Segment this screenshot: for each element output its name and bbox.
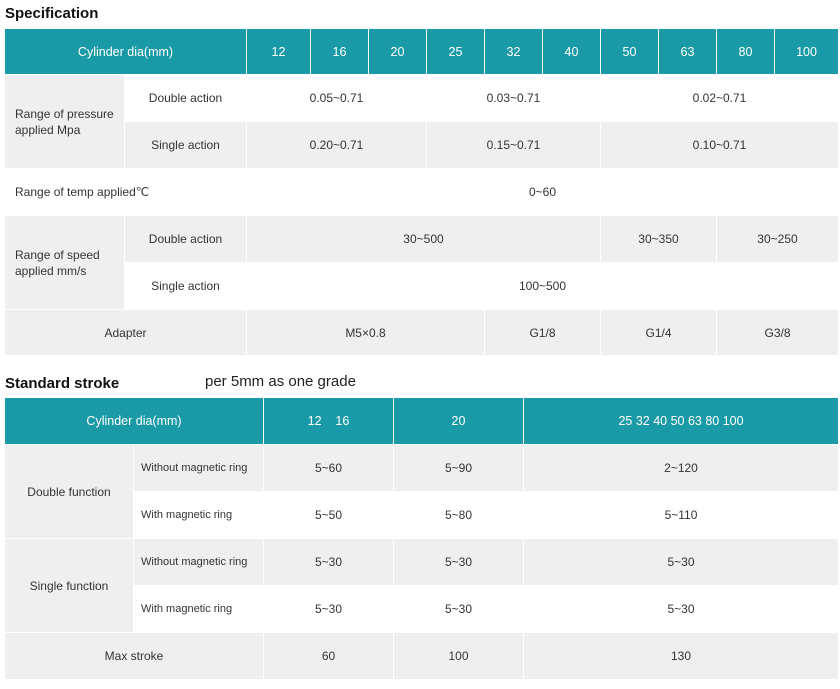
double-without-row — [5, 445, 839, 492]
double-without-v1: 5~60 — [264, 445, 394, 492]
temp-row — [5, 169, 839, 216]
pressure-double-label: Double action — [125, 75, 247, 122]
adapter-row — [5, 310, 839, 356]
max-stroke-v2: 100 — [394, 633, 524, 680]
spec-size-63: 63 — [659, 29, 717, 75]
stroke-header-c1: 12 16 — [264, 398, 394, 445]
stroke-table — [4, 397, 839, 680]
pressure-double-row — [5, 75, 839, 122]
pressure-single-v3: 0.10~0.71 — [601, 122, 839, 169]
temp-label: Range of temp applied℃ — [5, 169, 247, 216]
spec-size-80: 80 — [717, 29, 775, 75]
spec-size-25: 25 — [427, 29, 485, 75]
temp-value: 0~60 — [247, 169, 839, 216]
stroke-header-row — [5, 398, 839, 445]
spec-size-32: 32 — [485, 29, 543, 75]
spec-size-40: 40 — [543, 29, 601, 75]
double-with-v1: 5~50 — [264, 492, 394, 539]
single-function-label: Single function — [5, 539, 134, 633]
pressure-single-label: Single action — [125, 122, 247, 169]
speed-single-row — [5, 263, 839, 310]
adapter-v2: G1/8 — [485, 310, 601, 356]
stroke-header-c3: 25 32 40 50 63 80 100 — [524, 398, 839, 445]
single-without-v1: 5~30 — [264, 539, 394, 586]
pressure-single-v1: 0.20~0.71 — [247, 122, 427, 169]
speed-double-v1: 30~500 — [247, 216, 601, 263]
speed-double-row — [5, 216, 839, 263]
double-function-label: Double function — [5, 445, 134, 539]
adapter-label: Adapter — [5, 310, 247, 356]
stroke-header-label: Cylinder dia(mm) — [5, 398, 264, 445]
speed-double-v3: 30~250 — [717, 216, 839, 263]
speed-double-label: Double action — [125, 216, 247, 263]
speed-double-v2: 30~350 — [601, 216, 717, 263]
max-stroke-label: Max stroke — [5, 633, 264, 680]
speed-label: Range of speed applied mm/s — [5, 216, 125, 310]
spec-size-100: 100 — [775, 29, 839, 75]
spec-size-20: 20 — [369, 29, 427, 75]
pressure-single-v2: 0.15~0.71 — [427, 122, 601, 169]
double-with-v3: 5~110 — [524, 492, 839, 539]
single-without-row — [5, 539, 839, 586]
single-without-label: Without magnetic ring — [134, 539, 264, 586]
max-stroke-v1: 60 — [264, 633, 394, 680]
spec-size-50: 50 — [601, 29, 659, 75]
double-with-v2: 5~80 — [394, 492, 524, 539]
single-with-v1: 5~30 — [264, 586, 394, 633]
single-with-v2: 5~30 — [394, 586, 524, 633]
adapter-v1: M5×0.8 — [247, 310, 485, 356]
specification-table — [4, 28, 839, 356]
pressure-double-v2: 0.03~0.71 — [427, 75, 601, 122]
pressure-double-v1: 0.05~0.71 — [247, 75, 427, 122]
double-without-v3: 2~120 — [524, 445, 839, 492]
specification-title: Specification — [5, 5, 99, 22]
double-with-label: With magnetic ring — [134, 492, 264, 539]
spec-header-row — [5, 29, 839, 75]
pressure-label: Range of pressure applied Mpa — [5, 75, 125, 169]
max-stroke-v3: 130 — [524, 633, 839, 680]
single-with-v3: 5~30 — [524, 586, 839, 633]
stroke-header-c2: 20 — [394, 398, 524, 445]
max-stroke-row — [5, 633, 839, 680]
single-without-v3: 5~30 — [524, 539, 839, 586]
spec-size-16: 16 — [311, 29, 369, 75]
pressure-double-v3: 0.02~0.71 — [601, 75, 839, 122]
stroke-note: per 5mm as one grade — [205, 373, 356, 390]
speed-single-v1: 100~500 — [247, 263, 839, 310]
single-with-label: With magnetic ring — [134, 586, 264, 633]
adapter-v4: G3/8 — [717, 310, 839, 356]
spec-size-12: 12 — [247, 29, 311, 75]
single-without-v2: 5~30 — [394, 539, 524, 586]
adapter-v3: G1/4 — [601, 310, 717, 356]
double-without-label: Without magnetic ring — [134, 445, 264, 492]
double-without-v2: 5~90 — [394, 445, 524, 492]
pressure-single-row — [5, 122, 839, 169]
speed-single-label: Single action — [125, 263, 247, 310]
spec-header-label: Cylinder dia(mm) — [5, 29, 247, 75]
standard-stroke-title: Standard stroke — [5, 375, 120, 392]
